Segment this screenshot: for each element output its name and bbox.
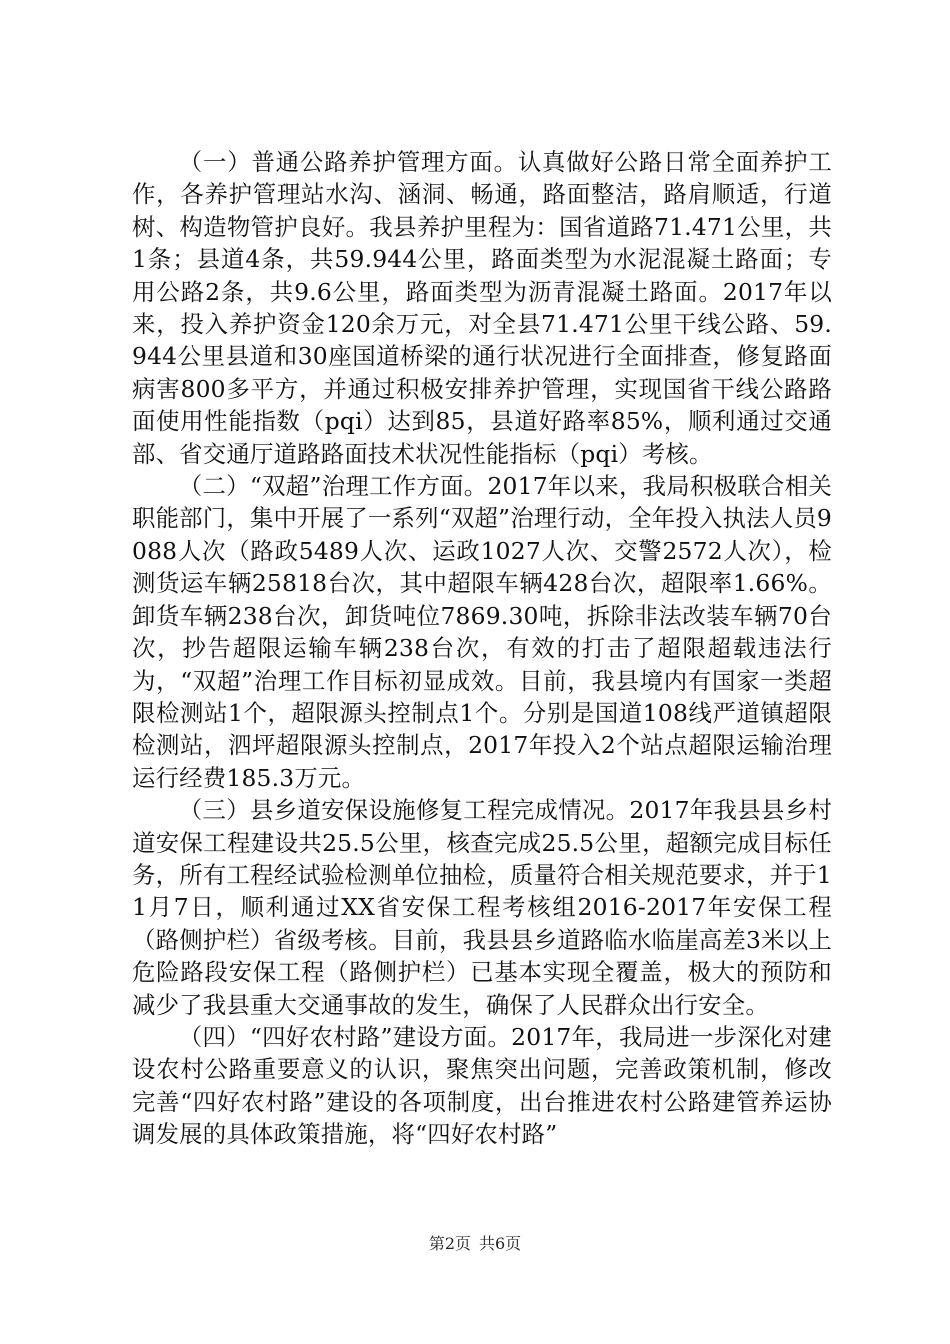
paragraph-safety-facilities: （三）县乡道安保设施修复工程完成情况。2017年我县县乡村道安保工程建设共25.5公里，核查完成25.5公里，超额完成目标任务，所有工程经试验检测单位抽检，质量符合相关规范要求，并于11月7日，顺利通过XX省安保工程考核组2016-2017年安保工程（路侧护栏）省级考核。目前，我县县乡道路临水临崖高差3米以上危险路段安保工程（路侧护栏）已基本实现全覆盖，极大的预防和减少了我县重大交通事故的发生，确保了人民群众出行安全。	[132, 796, 832, 1019]
paragraph-road-maintenance: （一）普通公路养护管理方面。认真做好公路日常全面养护工作，各养护管理站水沟、涵洞、畅通，路面整洁，路肩顺适，行道树、构造物管护良好。我县养护里程为：国省道路71.471公里，共1条；县道4条，共59.944公里，路面类型为水泥混凝土路面；专用公路2条，共9.6公里，路面类型为沥青混凝土路面。2017年以来，投入养护资金120余万元，对全县71.471公里干线公路、59.944公里县道和30座国道桥梁的通行状况进行全面排查，修复路面病害800多平方，并通过积极安排养护管理，实现国省干线公路路面使用性能指数（pqi）达到85，县道好路率85%，顺利通过交通部、省交通厅道路路面技术状况性能指标（pqi）考核。	[132, 148, 832, 468]
paragraph-rural-roads: （四）“四好农村路”建设方面。2017年，我局进一步深化对建设农村公路重要意义的认识，聚焦突出问题，完善政策机制，修改完善“四好农村路”建设的各项制度，出台推进农村公路建管养运协调发展的具体政策措施，将“四好农村路”	[132, 1022, 832, 1149]
paragraph-overload-control: （二）“双超”治理工作方面。2017年以来，我局积极联合相关职能部门，集中开展了一系列“双超”治理行动，全年投入执法人员9088人次（路政5489人次、运政1027人次、交警2572人次），检测货运车辆25818台次，其中超限车辆428台次，超限率1.66%。卸货车辆238台次，卸货吨位7869.30吨，拆除非法改装车辆70台次，抄告超限运输车辆238台次，有效的打击了超限超载违法行为，“双超”治理工作目标初显成效。目前，我县境内有国家一类超限检测站1个，超限源头控制点1个。分别是国道108线严道镇超限检测站，泗坪超限源头控制点，2017年投入2个站点超限运输治理运行经费185.3万元。	[132, 472, 832, 792]
page-number: 第2页	[428, 1234, 471, 1253]
document-body	[132, 146, 832, 1151]
page-footer	[0, 1234, 950, 1254]
page-total: 共6页	[479, 1234, 522, 1253]
